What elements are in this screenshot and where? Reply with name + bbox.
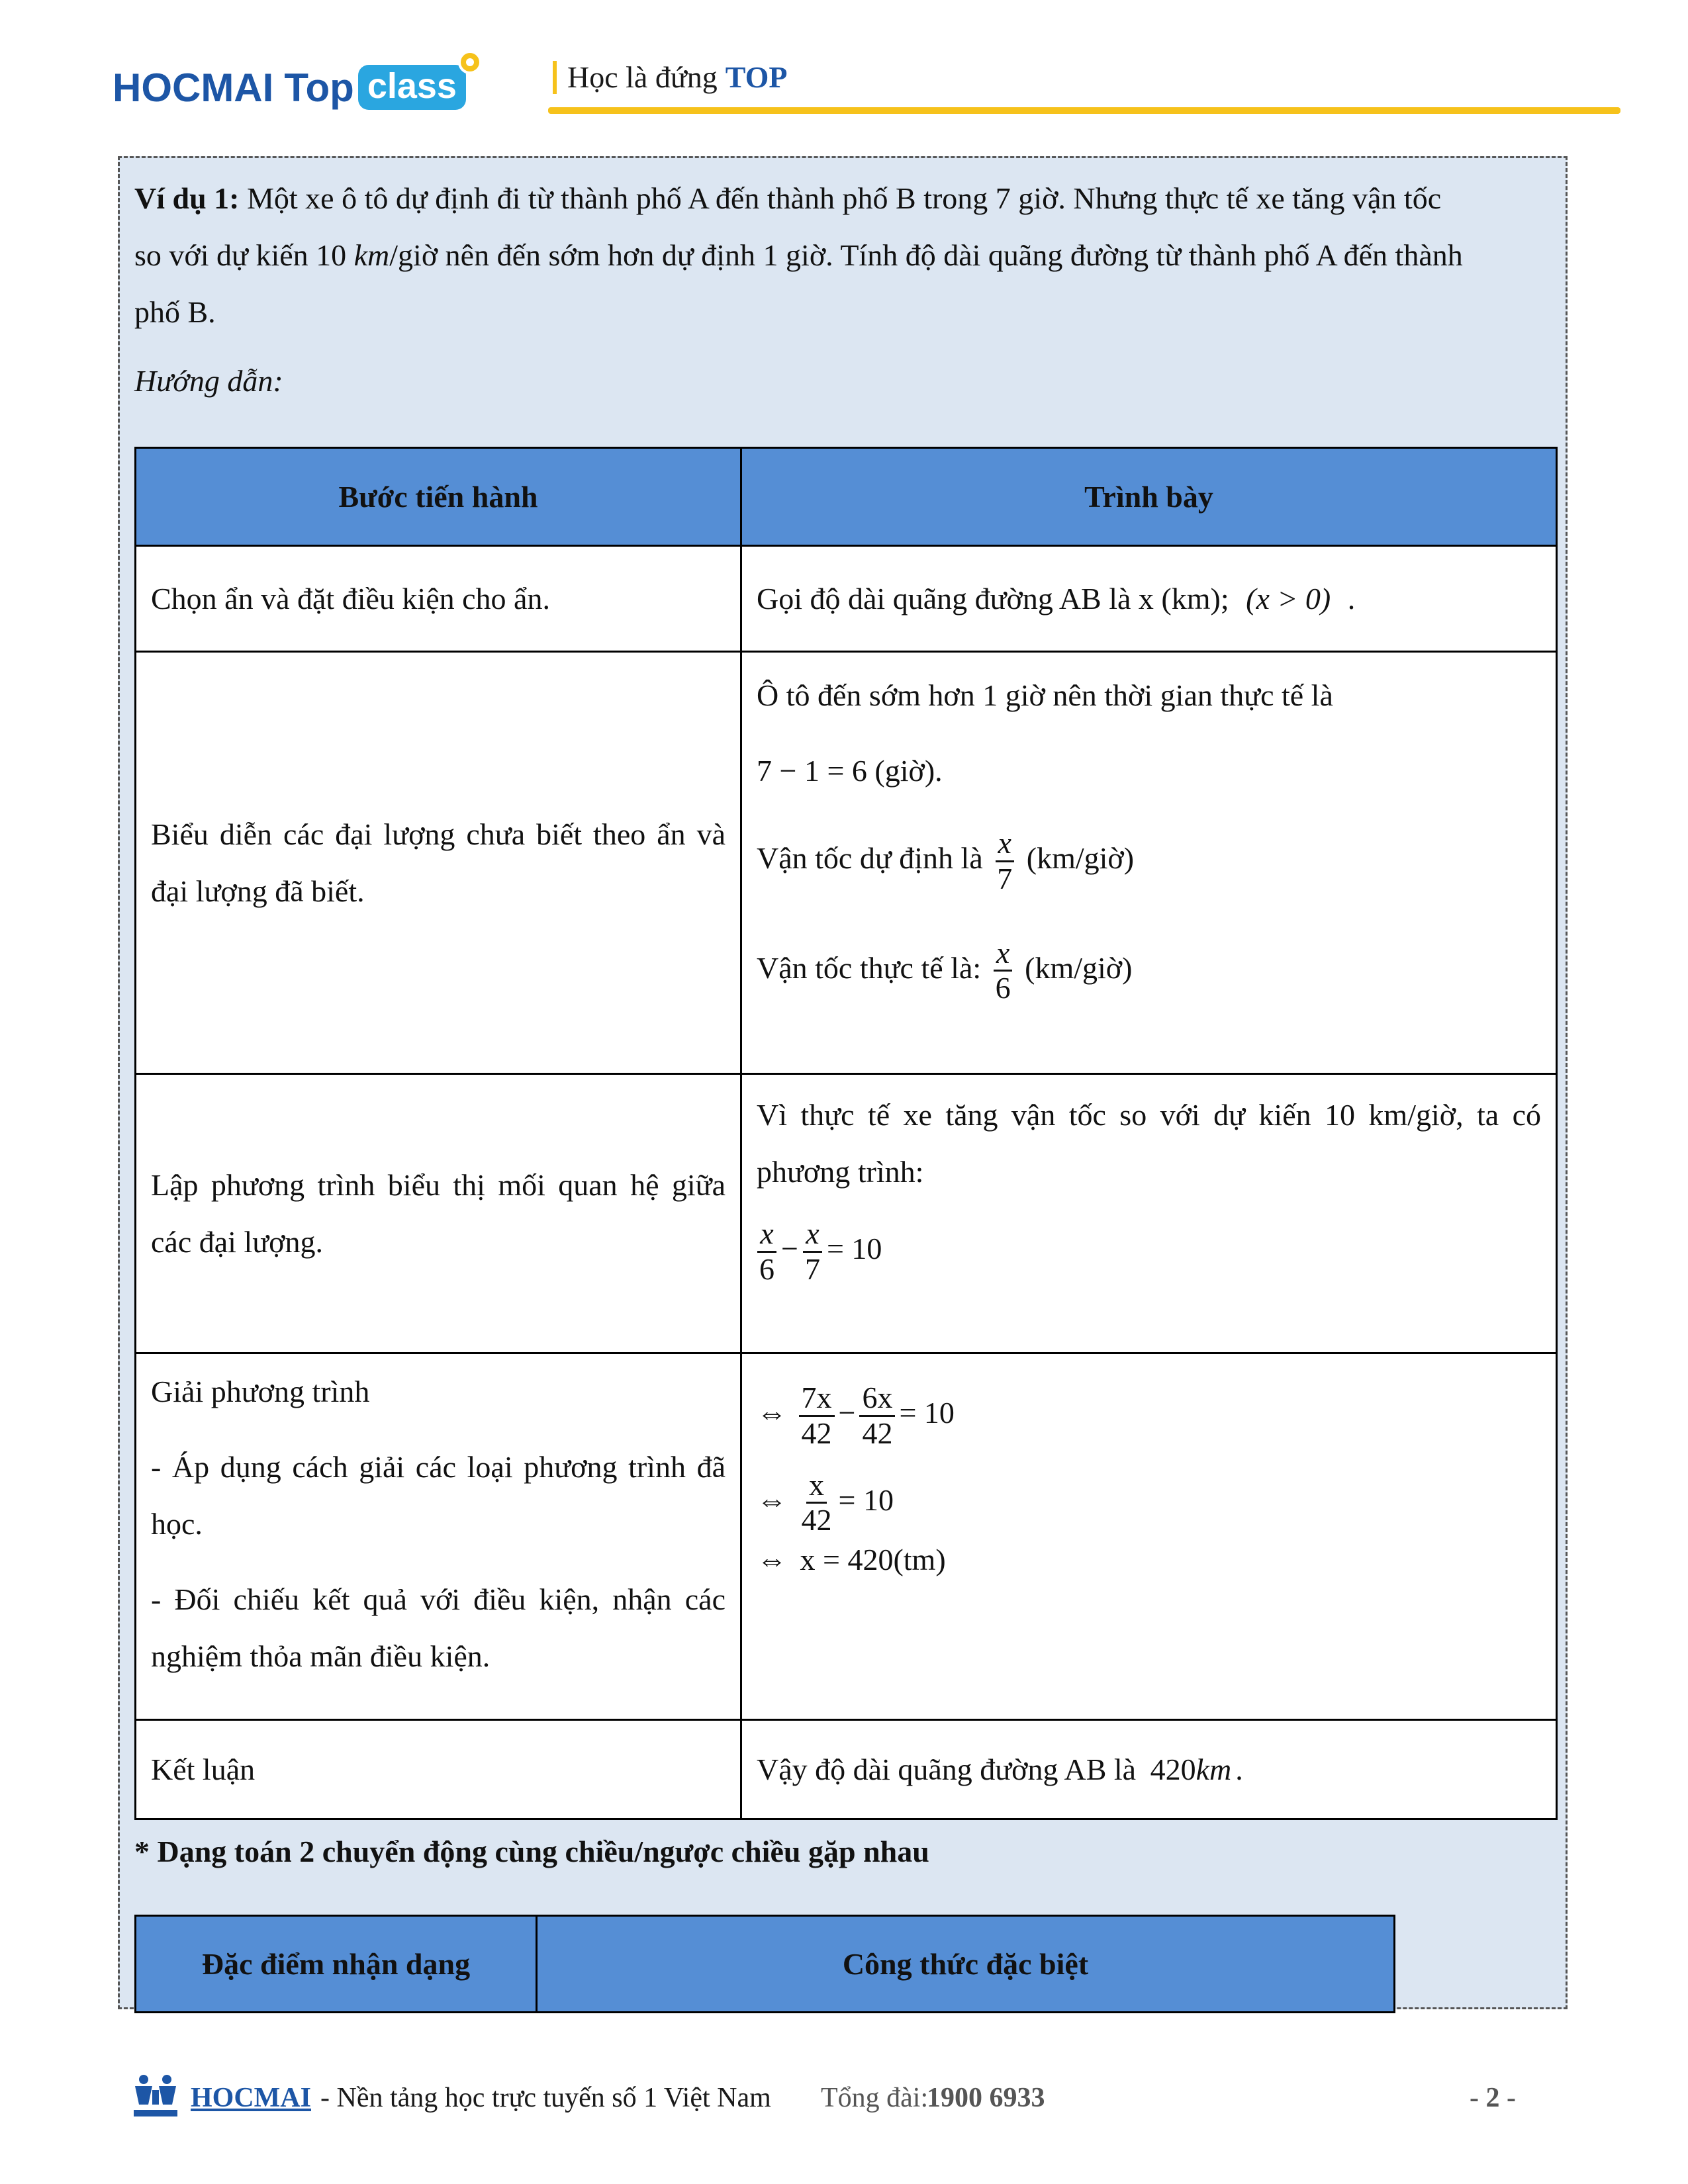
logo-top-text: Top: [284, 65, 354, 110]
hotline-label: Tổng đài:: [821, 2083, 929, 2113]
footer-brand-link[interactable]: HOCMAI: [191, 2083, 311, 2113]
content-cell: Vì thực tế xe tăng vận tốc so với dự kiến 10 km/giờ, ta có phương trình: $\frac{x}{6}$ − $\frac{x}{7}$ = 10: [741, 1074, 1557, 1353]
fraction: $\frac{x}{7}$: [994, 827, 1015, 895]
section-title: * Dạng toán 2 chuyển động cùng chiều/ngược chiều gặp nhau: [134, 1835, 929, 1868]
solve-step-1: ⇔ $\frac{7x}{42}$ − $\frac{6x}{42}$ = 10: [757, 1381, 955, 1450]
hocmai-topclass-logo: [113, 61, 466, 114]
header-underline: [548, 107, 1620, 114]
slogan: [553, 60, 788, 95]
table-row: [136, 1720, 1557, 1819]
header-presentation: Trình bày: [741, 448, 1557, 546]
footer-description: - Nền tảng học trực tuyến số 1 Việt Nam: [320, 2083, 771, 2113]
table-row: [136, 546, 1557, 652]
logo-hocmai-text: HOCMAI: [113, 65, 274, 110]
condition: (x > 0): [1246, 581, 1331, 615]
table-header-row: [136, 448, 1557, 546]
slogan-text: Học là đứng: [567, 60, 718, 94]
equation: $\frac{x}{6}$ − $\frac{x}{7}$ = 10: [757, 1212, 1541, 1287]
step-cell: Giải phương trình - Áp dụng cách giải các loại phương trình đã học. - Đối chiếu kết quả với điều kiện, nhận các nghiệm thỏa mãn điều kiện.: [136, 1353, 741, 1720]
equivalence-icon: ⇔: [757, 1396, 787, 1430]
page-number: - 2 -: [1470, 2083, 1516, 2113]
guide-heading: Hướng dẫn:: [134, 364, 283, 398]
table-row: [136, 1353, 1557, 1720]
content-cell: Vậy độ dài quãng đường AB là 420km .: [741, 1720, 1557, 1819]
example-box: [118, 156, 1568, 2009]
table-header-row: [136, 1916, 1395, 2013]
step-cell: Chọn ẩn và đặt điều kiện cho ẩn.: [136, 546, 741, 652]
equivalence-icon: ⇔: [757, 1543, 787, 1577]
example-problem: [134, 170, 1551, 341]
hocmai-people-icon: [132, 2073, 179, 2120]
sun-icon: [458, 50, 482, 74]
content-cell: Ô tô đến sớm hơn 1 giờ nên thời gian thực tế là 7 − 1 = 6 (giờ). Vận tốc dự định là $\frac{x}{7}$ (km/giờ) Vận tốc thực tế là: $\frac{x}{6}$ (km/giờ): [741, 652, 1557, 1074]
solution-table: [134, 447, 1558, 1820]
page-footer: [132, 2064, 1516, 2123]
header-identification: Đặc điểm nhận dạng: [136, 1916, 537, 2013]
problem-line-3: phố B.: [134, 295, 216, 329]
page-header: [113, 46, 1509, 119]
table-row: [136, 1074, 1557, 1353]
hotline-number: 1900 6933: [927, 2083, 1045, 2113]
fraction: $\frac{x}{6}$: [993, 936, 1013, 1005]
slogan-highlight: TOP: [725, 60, 788, 94]
section2-table: [134, 1915, 1395, 2013]
solve-step-3: ⇔ x = 420(tm): [757, 1543, 946, 1577]
logo-class-badge: [358, 65, 466, 110]
step-cell: Kết luận: [136, 1720, 741, 1819]
math-expression: 7 − 1 = 6: [757, 754, 867, 788]
problem-line-1: Ví dụ 1: Một xe ô tô dự định đi từ thành phố A đến thành phố B trong 7 giờ. Nhưng thực tế xe tăng vận tốc: [134, 181, 1442, 215]
equivalence-icon: ⇔: [757, 1482, 787, 1517]
problem-line-2: so với dự kiến 10 km/giờ nên đến sớm hơn dự định 1 giờ. Tính độ dài quãng đường từ thành phố A đến thành: [134, 238, 1463, 272]
content-cell: [741, 1353, 1557, 1720]
solve-step-2: ⇔ $\frac{x}{42}$ = 10: [757, 1467, 894, 1537]
slogan-divider: [553, 61, 557, 94]
header-formula: Công thức đặc biệt: [537, 1916, 1395, 2013]
example-label: Ví dụ 1:: [134, 181, 240, 215]
content-cell: Gọi độ dài quãng đường AB là x (km); (x > 0) .: [741, 546, 1557, 652]
step-cell: Biểu diễn các đại lượng chưa biết theo ẩn và đại lượng đã biết.: [136, 652, 741, 1074]
logo-class-text: class: [367, 66, 457, 106]
table-row: [136, 652, 1557, 1074]
step-cell: Lập phương trình biểu thị mối quan hệ giữa các đại lượng.: [136, 1074, 741, 1353]
header-step: Bước tiến hành: [136, 448, 741, 546]
